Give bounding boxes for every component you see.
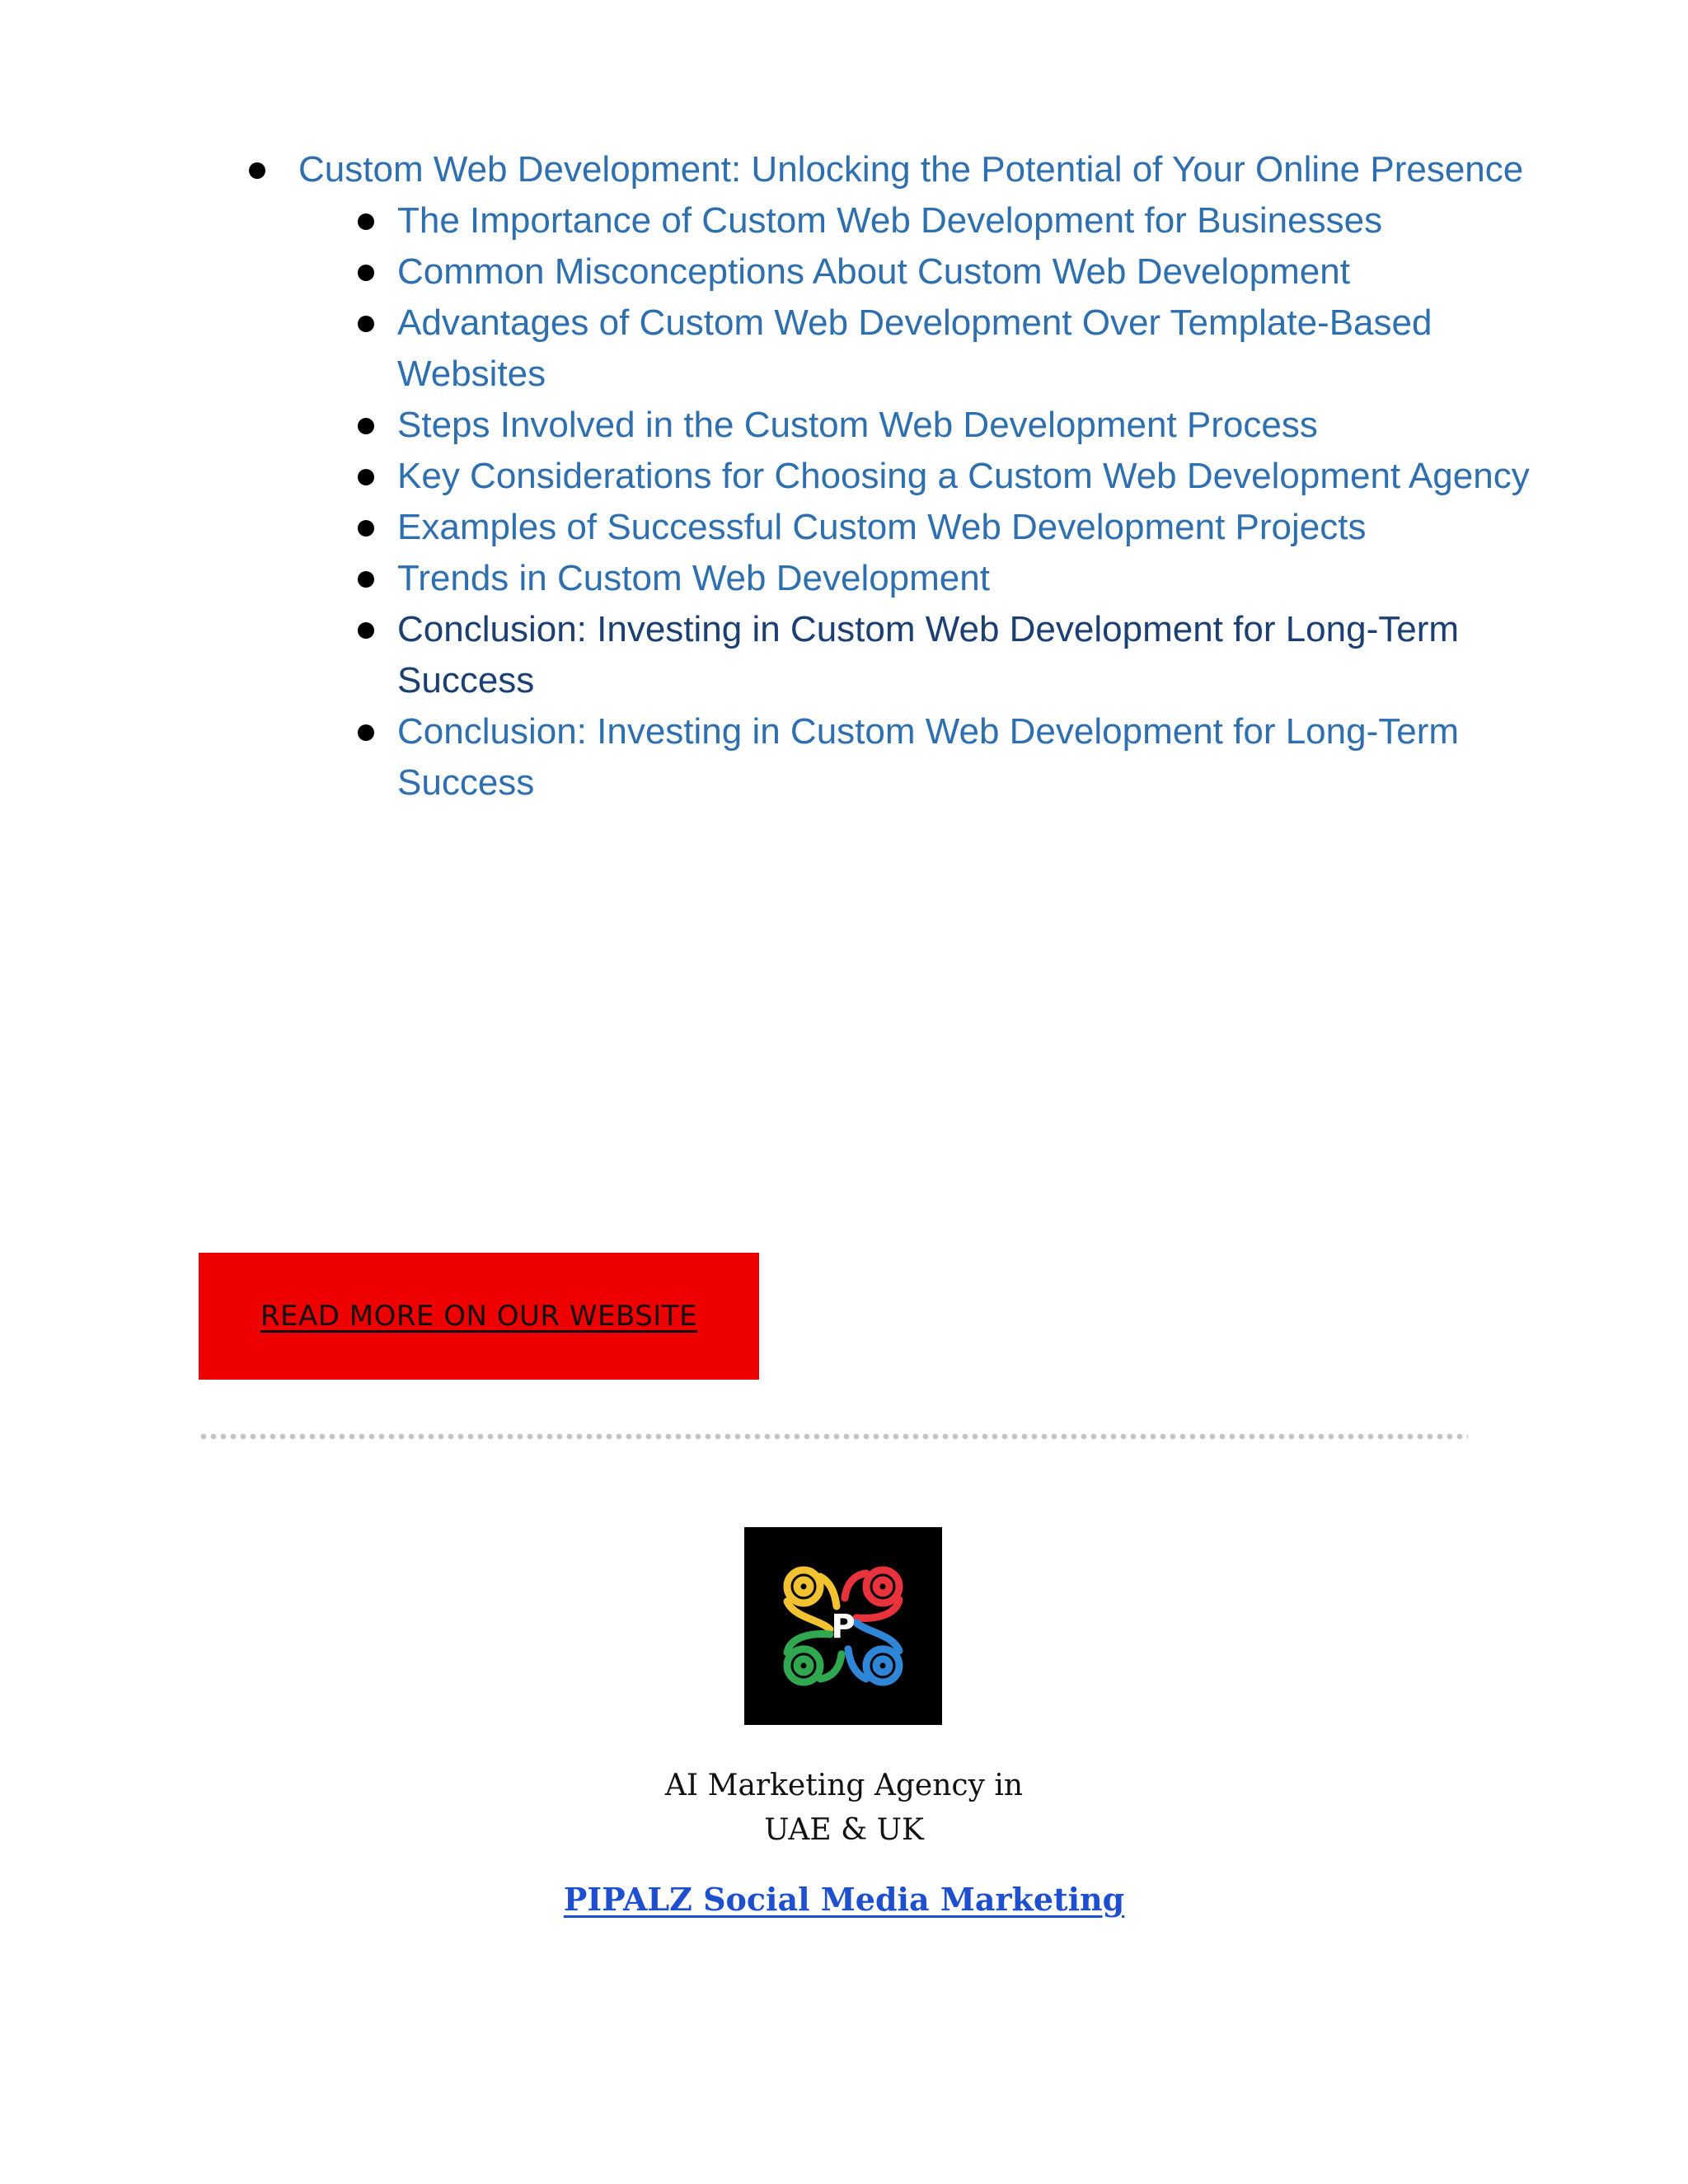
toc-link-advantages[interactable]: Advantages of Custom Web Development Over Template-Based Websites bbox=[397, 302, 1432, 394]
toc-link-steps[interactable]: Steps Involved in the Custom Web Development Process bbox=[397, 405, 1318, 445]
toc-sub-item bbox=[397, 706, 1533, 808]
toc-top-item bbox=[247, 144, 1533, 808]
toc-link-trends[interactable]: Trends in Custom Web Development bbox=[397, 558, 990, 598]
bullet-icon bbox=[358, 520, 374, 537]
toc-sub-item bbox=[397, 502, 1533, 553]
bullet-icon bbox=[358, 622, 374, 639]
bullet-icon bbox=[358, 316, 374, 332]
bullet-icon bbox=[358, 418, 374, 434]
toc-sub-item bbox=[397, 195, 1533, 246]
read-more-button[interactable] bbox=[199, 1253, 759, 1380]
toc-sub-item bbox=[397, 604, 1533, 706]
toc-sub-item bbox=[397, 246, 1533, 298]
toc-link-examples[interactable]: Examples of Successful Custom Web Development Projects bbox=[397, 507, 1367, 547]
bullet-icon bbox=[358, 724, 374, 741]
pipalz-logo bbox=[744, 1527, 942, 1725]
logo-mark-icon bbox=[744, 1527, 942, 1725]
toc-sub-list bbox=[298, 195, 1533, 808]
bullet-icon bbox=[358, 265, 374, 281]
bullet-icon bbox=[358, 571, 374, 588]
bullet-icon bbox=[249, 162, 265, 179]
logo-letter: P bbox=[831, 1608, 856, 1646]
toc-list bbox=[247, 144, 1533, 808]
tagline-line-1: AI Marketing Agency in bbox=[664, 1769, 1024, 1802]
toc-sub-item bbox=[397, 451, 1533, 502]
toc-sub-item bbox=[397, 553, 1533, 604]
toc-sub-item bbox=[397, 298, 1533, 400]
agency-tagline bbox=[514, 1764, 1174, 1853]
read-more-link[interactable]: READ MORE ON OUR WEBSITE bbox=[260, 1300, 698, 1333]
toc-link-considerations[interactable]: Key Considerations for Choosing a Custom Web Development Agency bbox=[397, 456, 1530, 496]
dotted-divider bbox=[199, 1432, 1468, 1441]
toc-sub-item bbox=[397, 400, 1533, 451]
toc-link-main[interactable]: Custom Web Development: Unlocking the Potential of Your Online Presence bbox=[298, 149, 1524, 190]
bullet-icon bbox=[358, 469, 374, 485]
toc-link-conclusion-repeat[interactable]: Conclusion: Investing in Custom Web Development for Long-Term Success bbox=[397, 711, 1460, 803]
toc-link-importance[interactable]: The Importance of Custom Web Development for Businesses bbox=[397, 200, 1383, 241]
tagline-line-2: UAE & UK bbox=[764, 1813, 924, 1847]
toc-link-misconceptions[interactable]: Common Misconceptions About Custom Web Development bbox=[397, 251, 1350, 292]
toc-link-conclusion[interactable]: Conclusion: Investing in Custom Web Development for Long-Term Success bbox=[397, 609, 1460, 701]
brand-website-link[interactable]: PIPALZ Social Media Marketing bbox=[563, 1881, 1125, 1918]
table-of-contents bbox=[247, 144, 1533, 808]
bullet-icon bbox=[358, 213, 374, 230]
